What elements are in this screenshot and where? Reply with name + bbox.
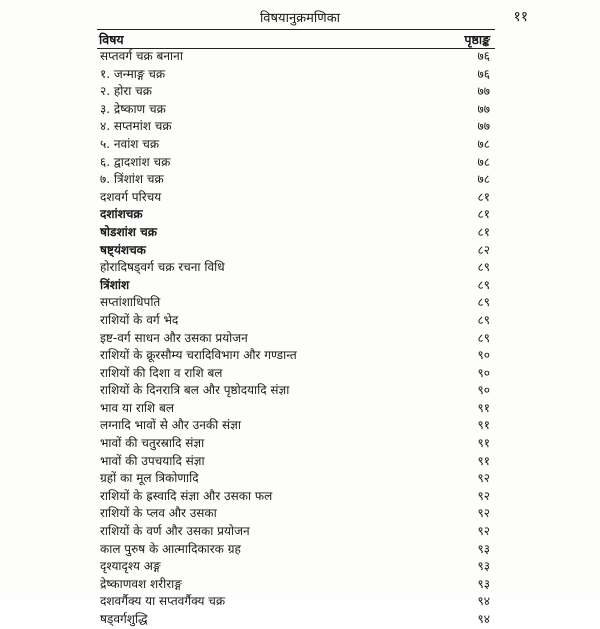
running-head xyxy=(0,6,600,26)
toc-entry-page: ८९ xyxy=(477,277,490,292)
toc-entry xyxy=(0,136,600,154)
toc-entry-page: ७८ xyxy=(477,154,490,169)
toc-entry xyxy=(0,118,600,136)
toc-entry-page: ८१ xyxy=(477,189,490,204)
toc-entry-title: भावों की चतुरस्रादि संज्ञा xyxy=(100,436,205,451)
toc-entry xyxy=(0,83,600,101)
toc-entry-page: ८२ xyxy=(477,242,490,257)
toc-entry xyxy=(0,593,600,611)
toc-entry-title: काल पुरुष के आत्मादिकारक ग्रह xyxy=(100,541,241,556)
toc-entry-title: षड्वर्गशुद्धि xyxy=(100,612,148,626)
toc-entry-page: ९१ xyxy=(477,418,490,433)
toc-entry-page: ७६ xyxy=(477,49,490,63)
toc-entry-title: ३. द्रेष्काण चक्र xyxy=(100,101,166,116)
toc-entry xyxy=(0,330,600,348)
toc-entry-title: लग्नादि भावों से और उनकी संज्ञा xyxy=(100,418,241,433)
toc-entry xyxy=(0,558,600,576)
toc-entry-page: ९० xyxy=(477,348,490,363)
toc-entry-title: दशवर्ग परिचय xyxy=(100,189,162,204)
toc-entry xyxy=(0,66,600,84)
toc-entry xyxy=(0,400,600,418)
toc-entry-page: ९० xyxy=(477,365,490,380)
toc-entry xyxy=(0,347,600,365)
toc-entry-page: ९४ xyxy=(477,594,490,609)
toc-entry-title: इष्ट-वर्ग साधन और उसका प्रयोजन xyxy=(100,330,248,345)
toc-entry-title: राशियों के वर्ण और उसका प्रयोजन xyxy=(100,524,250,539)
toc-entry-page: ९२ xyxy=(477,488,490,503)
toc-entry-title: राशियों के क्रूरसौम्य चरादिविभाग और गण्डान्त xyxy=(100,348,297,363)
toc-entry xyxy=(0,171,600,189)
page-number: ११ xyxy=(513,9,528,25)
toc-entry-page: ७८ xyxy=(477,172,490,187)
running-title: विषयानुक्रमणिका xyxy=(259,11,341,26)
toc-entry-title: दशांशचक्र xyxy=(100,207,143,222)
header-rule xyxy=(97,29,495,30)
toc-entry xyxy=(0,488,600,506)
toc-entry-page: ९३ xyxy=(477,576,490,591)
toc-entry xyxy=(0,312,600,330)
toc-entry-title: दशवर्गैक्य या सप्तवर्गैक्य चक्र xyxy=(100,594,226,609)
toc-entry xyxy=(0,382,600,400)
toc-entry xyxy=(0,453,600,471)
toc-entry xyxy=(0,365,600,383)
toc-entry-page: ८९ xyxy=(477,330,490,345)
toc-entry xyxy=(0,224,600,242)
toc-entry-title: राशियों के ह्रस्वादि संज्ञा और उसका फल xyxy=(100,488,273,503)
toc-entry-title: ५. नवांश चक्र xyxy=(100,136,160,151)
toc-entry xyxy=(0,294,600,312)
toc-entry-page: ८९ xyxy=(477,295,490,310)
toc-entry xyxy=(0,154,600,172)
toc-entry-title: होरादिषड्वर्ग चक्र रचना विधि xyxy=(100,260,225,275)
toc-entry xyxy=(0,417,600,435)
toc-entry-page: ८९ xyxy=(477,260,490,275)
toc-entry-title: राशियों के प्लव और उसका xyxy=(100,506,217,521)
page-column-header: पृष्ठाङ्क xyxy=(464,32,490,47)
toc-entry xyxy=(0,242,600,260)
toc-entry-page: ९४ xyxy=(477,612,490,626)
toc-entry xyxy=(0,101,600,119)
toc-entry-title: षष्ट्यंशचक xyxy=(100,242,146,257)
toc-entry xyxy=(0,435,600,453)
toc-entry-title: राशियों के वर्ग भेद xyxy=(100,312,179,327)
toc-entry-page: ९१ xyxy=(477,400,490,415)
toc-entry xyxy=(0,611,600,629)
toc-entry-page: ९३ xyxy=(477,559,490,574)
table-of-contents xyxy=(0,44,600,625)
toc-entry-title: ग्रहों का मूल त्रिकोणादि xyxy=(100,471,199,486)
toc-entry-title: दृश्यादृश्य अङ्ग xyxy=(100,559,161,574)
toc-entry xyxy=(0,576,600,594)
toc-entry xyxy=(0,523,600,541)
toc-entry-title: २. होरा चक्र xyxy=(100,84,153,99)
toc-entry-title: १. जन्माङ्ग चक्र xyxy=(100,66,166,81)
subject-column-header: विषय xyxy=(99,32,124,47)
toc-entry-page: ९२ xyxy=(477,471,490,486)
toc-entry xyxy=(0,206,600,224)
toc-entry-title: सप्तांशाधिपति xyxy=(100,295,161,310)
toc-entry-title: राशियों के दिनरात्रि बल और पृष्ठोदयादि संज्ञा xyxy=(100,383,290,398)
toc-entry-page: ७६ xyxy=(477,66,490,81)
toc-entry-page: ७७ xyxy=(477,101,490,116)
toc-entry-page: ७८ xyxy=(477,136,490,151)
toc-entry-title: सप्तवर्ग चक्र बनाना xyxy=(100,49,183,63)
toc-entry-title: षोडशांश चक्र xyxy=(100,224,157,239)
toc-entry-title: राशियों की दिशा व राशि बल xyxy=(100,365,223,380)
toc-entry-title: द्रेष्काणवश शरीराङ्ग xyxy=(100,576,182,591)
toc-entry-page: ९३ xyxy=(477,541,490,556)
toc-entry-page: ७७ xyxy=(477,119,490,134)
toc-entry-page: ९२ xyxy=(477,524,490,539)
toc-entry-page: ७७ xyxy=(477,84,490,99)
toc-entry-page: ९२ xyxy=(477,506,490,521)
toc-entry xyxy=(0,48,600,66)
toc-entry-page: ९१ xyxy=(477,453,490,468)
toc-entry-page: ९० xyxy=(477,383,490,398)
toc-entry xyxy=(0,505,600,523)
toc-entry-title: भावों की उपचयादि संज्ञा xyxy=(100,453,205,468)
toc-entry-page: ९१ xyxy=(477,436,490,451)
toc-entry xyxy=(0,189,600,207)
toc-entry xyxy=(0,470,600,488)
toc-entry-page: ८१ xyxy=(477,224,490,239)
toc-entry-title: ६. द्वादशांश चक्र xyxy=(100,154,171,169)
toc-entry-title: ७. त्रिंशांश चक्र xyxy=(100,172,164,187)
toc-entry-title: भाव या राशि बल xyxy=(100,400,174,415)
toc-entry xyxy=(0,541,600,559)
toc-entry-page: ८१ xyxy=(477,207,490,222)
toc-entry-page: ८९ xyxy=(477,312,490,327)
toc-entry xyxy=(0,259,600,277)
toc-entry-title: त्रिंशांश xyxy=(100,277,130,292)
toc-entry xyxy=(0,277,600,295)
toc-entry-title: ४. सप्तमांश चक्र xyxy=(100,119,172,134)
